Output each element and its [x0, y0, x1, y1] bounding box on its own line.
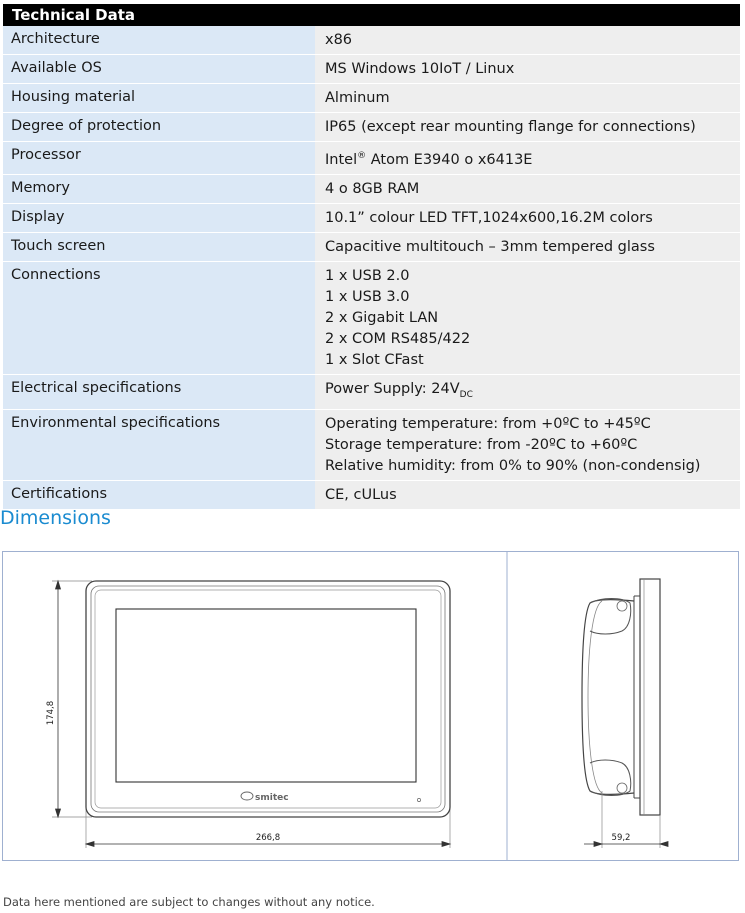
disclaimer-note: Data here mentioned are subject to changes without any notice. [3, 895, 375, 909]
row-value: Alminum [315, 84, 740, 112]
table-row [3, 233, 740, 262]
row-label: Connections [3, 262, 315, 374]
row-value: Intel® Atom E3940 o x6413E [315, 142, 740, 174]
row-value: x86 [315, 26, 740, 54]
table-row [3, 175, 740, 204]
row-label: Electrical specifications [3, 375, 315, 409]
table-row [3, 113, 740, 142]
table-row [3, 262, 740, 375]
width-label: 266,8 [255, 833, 281, 843]
table-row [3, 55, 740, 84]
row-value: MS Windows 10IoT / Linux [315, 55, 740, 83]
row-label: Display [3, 204, 315, 232]
row-value: IP65 (except rear mounting flange for connections) [315, 113, 740, 141]
table-row [3, 204, 740, 233]
row-value: Operating temperature: from +0ºC to +45ºC Storage temperature: from -20ºC to +60ºC Relative humidity: from 0% to 90% (non-condensig) [315, 410, 740, 480]
row-label: Memory [3, 175, 315, 203]
technical-data-table [3, 4, 740, 510]
table-row [3, 410, 740, 481]
row-label: Housing material [3, 84, 315, 112]
row-value: Capacitive multitouch – 3mm tempered glass [315, 233, 740, 261]
table-row [3, 26, 740, 55]
dimensions-heading: Dimensions [0, 507, 111, 529]
row-label: Certifications [3, 481, 315, 509]
logo-text: smitec [255, 793, 289, 803]
row-value: 1 x USB 2.0 1 x USB 3.0 2 x Gigabit LAN 2 x COM RS485/422 1 x Slot CFast [315, 262, 740, 374]
row-label: Architecture [3, 26, 315, 54]
dimension-drawing [2, 551, 739, 861]
table-title: Technical Data [3, 4, 740, 26]
row-value: CE, cULus [315, 481, 740, 509]
table-row [3, 84, 740, 113]
height-label: 174,8 [46, 700, 56, 726]
row-value: Power Supply: $24V_{DC}$ [315, 375, 740, 409]
drawing-frame [3, 552, 739, 861]
row-label: Available OS [3, 55, 315, 83]
table-row [3, 142, 740, 175]
depth-label: 59,2 [611, 833, 631, 843]
row-value: 4 o 8GB RAM [315, 175, 740, 203]
row-label: Degree of protection [3, 113, 315, 141]
row-value: 10.1” colour LED TFT,1024x600,16.2M colors [315, 204, 740, 232]
table-row [3, 481, 740, 510]
row-label: Environmental specifications [3, 410, 315, 480]
table-row [3, 375, 740, 410]
row-label: Processor [3, 142, 315, 174]
row-label: Touch screen [3, 233, 315, 261]
